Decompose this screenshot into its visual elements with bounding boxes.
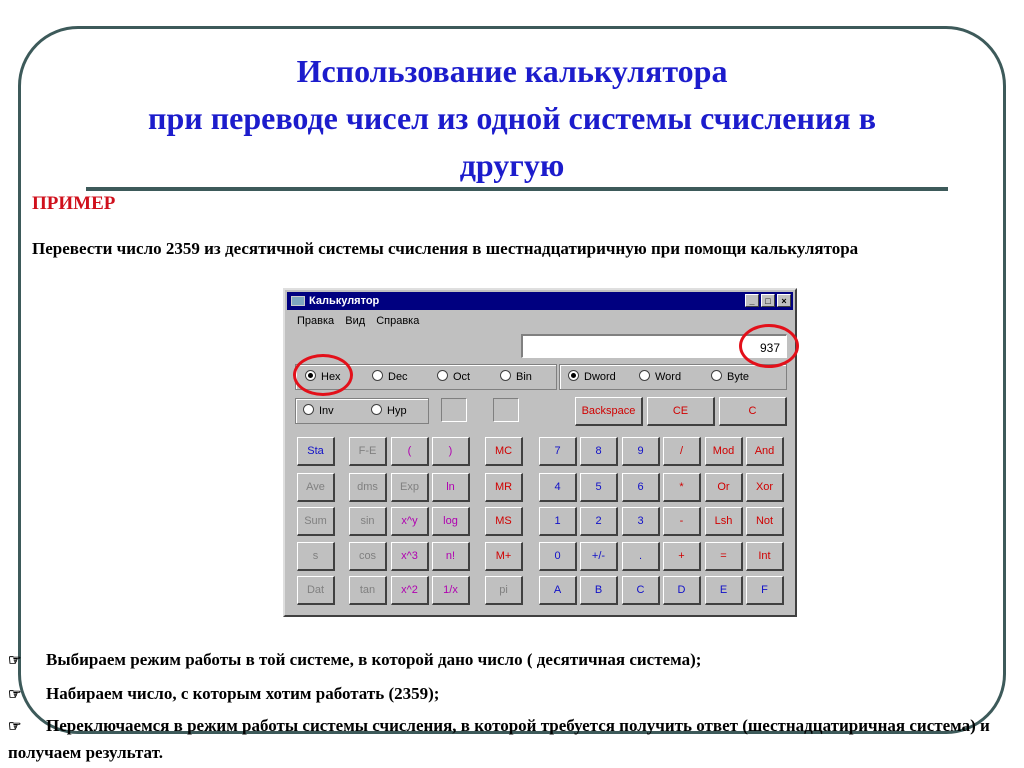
key-mod[interactable]: Mod — [705, 437, 743, 466]
calculator-titlebar — [287, 292, 793, 310]
memory-indicator — [493, 398, 519, 422]
key-xy[interactable]: x^y — [391, 507, 429, 536]
key-mc[interactable]: MC — [485, 437, 523, 466]
ce-button[interactable]: CE — [647, 397, 715, 426]
menu-bar — [297, 315, 427, 327]
parentheses-indicator — [441, 398, 467, 422]
radio-icon — [500, 370, 511, 381]
key-sum[interactable]: Sum — [297, 507, 335, 536]
key-8[interactable]: 8 — [580, 437, 618, 466]
radio-byte[interactable]: Byte — [711, 365, 749, 389]
key-9[interactable]: 9 — [622, 437, 660, 466]
radio-hex[interactable]: Hex — [305, 365, 341, 389]
key-f[interactable]: F — [746, 576, 784, 605]
key-c[interactable]: C — [622, 576, 660, 605]
inv-hyp-group — [295, 398, 429, 424]
menu-view[interactable]: Вид — [345, 315, 366, 327]
key-x3[interactable]: x^3 — [391, 542, 429, 571]
key-int[interactable]: Int — [746, 542, 784, 571]
key-ms[interactable]: MS — [485, 507, 523, 536]
key-5[interactable]: 5 — [580, 473, 618, 502]
radio-icon — [372, 370, 383, 381]
key-tan[interactable]: tan — [349, 576, 387, 605]
key-sym-3-9[interactable]: = — [705, 542, 743, 571]
key-ln[interactable]: ln — [432, 473, 470, 502]
key-x2[interactable]: x^2 — [391, 576, 429, 605]
key-b[interactable]: B — [580, 576, 618, 605]
key-sym-3-8[interactable]: + — [663, 542, 701, 571]
key-or[interactable]: Or — [705, 473, 743, 502]
step-3-text: Переключаемся в режим работы системы счисления, в которой требуется получить ответ (шестнадцатиричная система) и получаем результат. — [8, 716, 990, 762]
hand-pointer-icon: ☞ — [8, 653, 22, 669]
key-sym-3-6[interactable]: +/- — [580, 542, 618, 571]
key-mr[interactable]: MR — [485, 473, 523, 502]
radio-bin[interactable]: Bin — [500, 365, 532, 389]
slide-title-line-1: Использование калькулятора — [296, 53, 728, 89]
key-s[interactable]: s — [297, 542, 335, 571]
radio-icon — [437, 370, 448, 381]
radio-dword[interactable]: Dword — [568, 365, 616, 389]
checkbox-icon — [371, 404, 382, 415]
minimize-button[interactable]: _ — [745, 294, 759, 307]
radio-icon — [711, 370, 722, 381]
calculator-app-icon — [291, 296, 305, 306]
step-2 — [8, 681, 439, 708]
key-xor[interactable]: Xor — [746, 473, 784, 502]
hand-pointer-icon: ☞ — [8, 687, 22, 703]
result-highlight-circle — [739, 324, 799, 368]
key-pi[interactable]: pi — [485, 576, 523, 605]
key-sym-1-8[interactable]: * — [663, 473, 701, 502]
backspace-button[interactable]: Backspace — [575, 397, 643, 426]
example-label: ПРИМЕР — [32, 193, 116, 214]
task-text: Перевести число 2359 из десятичной системы счисления в шестнадцатиричную при помощи калькулятора — [32, 239, 859, 258]
radio-icon — [639, 370, 650, 381]
key-sin[interactable]: sin — [349, 507, 387, 536]
slide-title-line-2: при переводе чисел из одной системы счисления в — [148, 100, 876, 136]
key-ave[interactable]: Ave — [297, 473, 335, 502]
key-a[interactable]: A — [539, 576, 577, 605]
title-underline — [86, 187, 948, 191]
key-e[interactable]: E — [705, 576, 743, 605]
calculator-display: 937 — [521, 334, 787, 358]
maximize-button[interactable]: □ — [761, 294, 775, 307]
calculator-window — [283, 288, 797, 617]
key-sym-2-8[interactable]: - — [663, 507, 701, 536]
key-1[interactable]: 1 — [539, 507, 577, 536]
radio-oct[interactable]: Oct — [437, 365, 470, 389]
radio-dec[interactable]: Dec — [372, 365, 408, 389]
key-sym-0-3[interactable]: ) — [432, 437, 470, 466]
key-2[interactable]: 2 — [580, 507, 618, 536]
key-dms[interactable]: dms — [349, 473, 387, 502]
slide-title-line-3: другую — [459, 147, 565, 183]
key-sym-0-2[interactable]: ( — [391, 437, 429, 466]
key-6[interactable]: 6 — [622, 473, 660, 502]
close-button[interactable]: × — [777, 294, 791, 307]
key-4[interactable]: 4 — [539, 473, 577, 502]
step-1-text: Выбираем режим работы в той системе, в которой дано число ( десятичная система); — [46, 650, 702, 669]
key-7[interactable]: 7 — [539, 437, 577, 466]
key-sym-3-7[interactable]: . — [622, 542, 660, 571]
checkbox-icon — [303, 404, 314, 415]
key-dat[interactable]: Dat — [297, 576, 335, 605]
radio-selected-icon — [568, 370, 579, 381]
key-1x[interactable]: 1/x — [432, 576, 470, 605]
key-cos[interactable]: cos — [349, 542, 387, 571]
c-button[interactable]: C — [719, 397, 787, 426]
key-m[interactable]: M+ — [485, 542, 523, 571]
hand-pointer-icon: ☞ — [8, 719, 22, 735]
step-3 — [8, 713, 1008, 766]
key-0[interactable]: 0 — [539, 542, 577, 571]
hex-highlight-circle — [293, 354, 353, 396]
word-size-group — [559, 364, 787, 390]
menu-edit[interactable]: Правка — [297, 315, 335, 327]
key-n[interactable]: n! — [432, 542, 470, 571]
menu-help[interactable]: Справка — [376, 315, 420, 327]
step-1 — [8, 647, 701, 674]
key-d[interactable]: D — [663, 576, 701, 605]
key-and[interactable]: And — [746, 437, 784, 466]
key-exp[interactable]: Exp — [391, 473, 429, 502]
key-3[interactable]: 3 — [622, 507, 660, 536]
window-title: Калькулятор — [309, 295, 380, 307]
key-sta[interactable]: Sta — [297, 437, 335, 466]
key-fe[interactable]: F-E — [349, 437, 387, 466]
checkbox-hyp[interactable]: Hyp — [371, 399, 407, 423]
key-lsh[interactable]: Lsh — [705, 507, 743, 536]
checkbox-inv[interactable]: Inv — [303, 399, 334, 423]
step-2-text: Набираем число, с которым хотим работать (2359); — [46, 684, 440, 703]
key-not[interactable]: Not — [746, 507, 784, 536]
key-sym-0-8[interactable]: / — [663, 437, 701, 466]
radio-word[interactable]: Word — [639, 365, 681, 389]
key-log[interactable]: log — [432, 507, 470, 536]
